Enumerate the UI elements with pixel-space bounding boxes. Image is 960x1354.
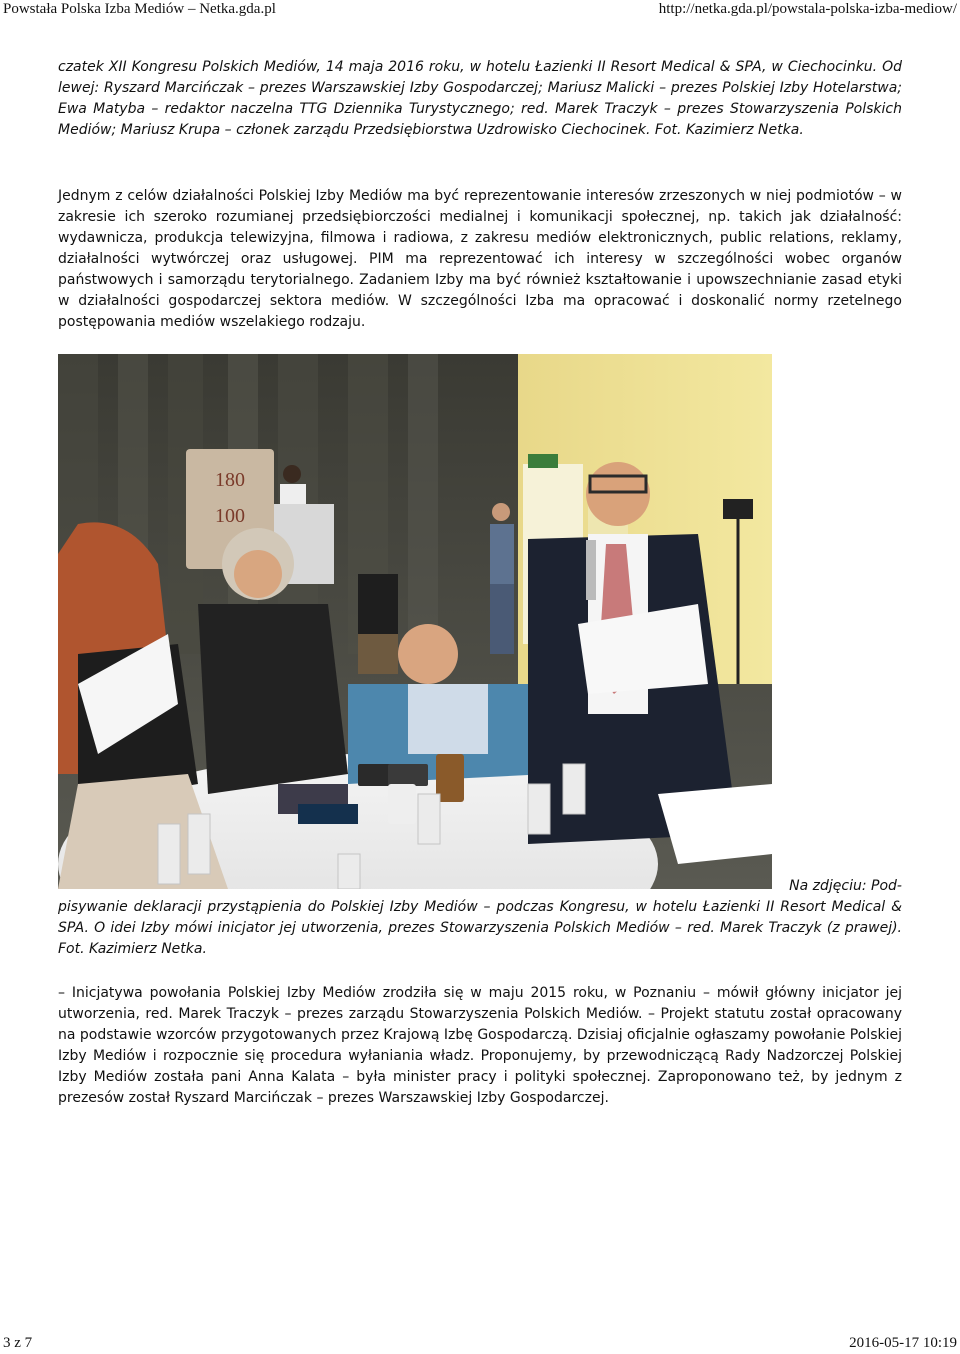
page-footer bbox=[0, 1335, 960, 1353]
paragraph-text: – Inicjatywa powołania Polskiej Izby Mediów zrodziła się w maju 2015 roku, w Poznaniu – mówił główny inicjator jej utworzenia, red. Marek Traczyk – prezes zarządu Stowarzyszenia Polskich Mediów. – Projekt statutu został opracowany na podstawie wzorców przygotowanych przez Krajową Izbę Gospodarczą. Dzisiaj oficjalnie ogłaszamy powołanie Polskiej Izby Mediów i rozpocznie się procedura wyłaniania władz. Proponujemy, by przewodniczącą Rady Nadzorczej Polskiej Izby Mediów została pani Anna Kalata – była minister pracy i polityki społecznej. Zaproponowano też, by jednym z prezesów został Ryszard Marcińczak – prezes Warszawskiej Izby Gospodarczej. bbox=[58, 985, 902, 1106]
event-photo bbox=[58, 354, 772, 889]
page-title: Powstała Polska Izba Mediów – Netka.gda.pl bbox=[3, 1, 276, 17]
banner-text-180: 180 bbox=[215, 469, 245, 491]
paragraph-text: Jednym z celów działalności Polskiej Izby Mediów ma być reprezentowanie interesów zrzeszonych w niej podmiotów – w zakresie ich szeroko rozumianej przedsiębiorczości medialnej i komunikacji społecznej, np. takich jak działalność: wydawnicza, produkcja telewizyjna, filmowa i radiowa, z zakresu mediów elektronicznych, public relations, reklamy, działalności wytwórczej oraz usługowej. PIM ma reprezentować ich interesy w szczególności wobec organów państwowych i samorządu terytorialnego. Zadaniem Izby ma być również kształtowanie i upowszechnianie zasad etyki w działalności gospodarczej sektora mediów. W szczególności Izba ma opracować i doskonalić normy rzetelnego postępowania mediów wszelakiego rodzaju. bbox=[58, 188, 902, 330]
banner-text-100: 100 bbox=[215, 505, 245, 527]
page-header bbox=[0, 0, 960, 20]
print-timestamp: 2016-05-17 10:19 bbox=[849, 1335, 957, 1351]
body-paragraph-1 bbox=[58, 186, 902, 333]
photo-caption-bottom-first-line: Na zdjęciu: Pod- bbox=[789, 878, 902, 894]
caption-text: pisywanie deklaracji przystąpienia do Polskiej Izby Mediów – podczas Kongresu, w hotelu Łazienki II Resort Medical & SPA. O idei Izby mówi inicjator jej utworzenia, prezes Stowarzyszenia Polskich Mediów – red. Marek Traczyk (z prawej). Fot. Kazimierz Netka. bbox=[58, 899, 902, 957]
page-url[interactable]: http://netka.gda.pl/powstala-polska-izba-mediow/ bbox=[658, 1, 957, 17]
body-paragraph-2 bbox=[58, 983, 902, 1109]
caption-text: czatek XII Kongresu Polskich Mediów, 14 maja 2016 roku, w hotelu Łazienki II Resort Medical & SPA, w Ciechocinku. Od lewej: Ryszard Marcińczak – prezes Warszawskiej Izby Gospodarczej; Mariusz Malicki – prezes Polskiej Izby Hotelarstwa; Ewa Matyba – redaktor naczelna TTG Dziennika Turystycznego; red. Marek Traczyk – prezes Stowarzyszenia Polskich Mediów; Mariusz Krupa – członek zarządu Przedsiębiorstwa Uzdrowisko Ciechocinek. Fot. Kazimierz Netka. bbox=[58, 59, 902, 138]
photo-caption-top bbox=[58, 57, 902, 141]
photo-caption-bottom bbox=[58, 897, 902, 960]
page-number: 3 z 7 bbox=[3, 1335, 33, 1351]
